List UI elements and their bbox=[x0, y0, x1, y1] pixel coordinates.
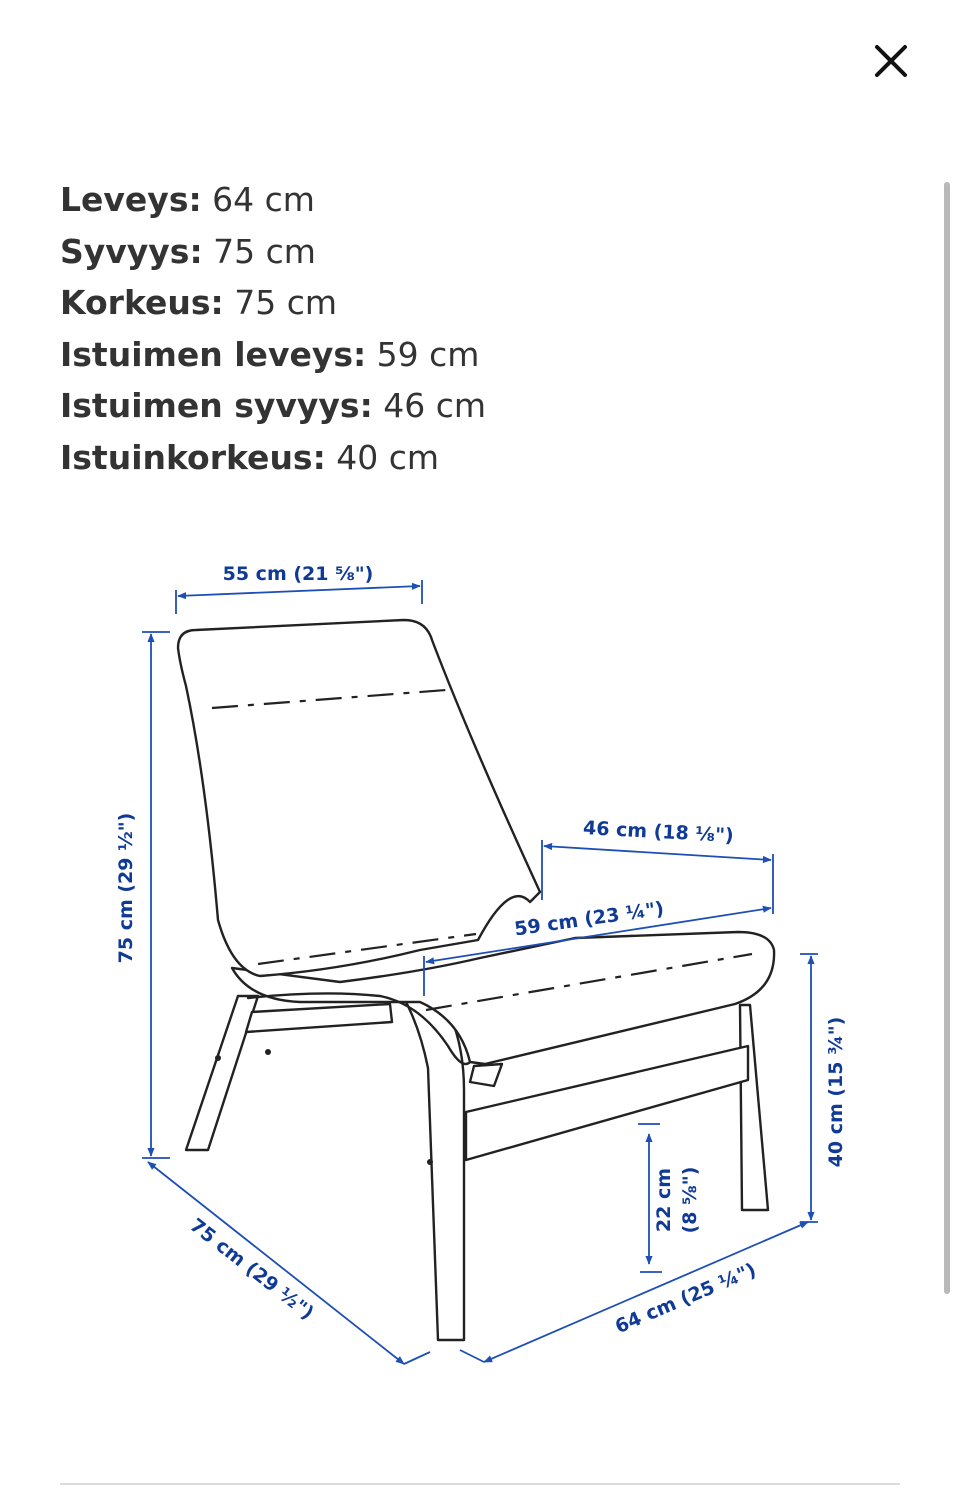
dimension-label-seat-width: 59 cm (23 ¼") bbox=[513, 897, 666, 941]
spec-value: 64 cm bbox=[201, 180, 315, 219]
spec-value: 40 cm bbox=[325, 437, 440, 477]
dimension-label-seat-depth: 46 cm (18 ⅛") bbox=[582, 817, 735, 847]
spec-label: Istuimen syvyys: bbox=[60, 386, 373, 426]
spec-value: 75 cm bbox=[223, 283, 337, 323]
spec-label: Leveys: bbox=[60, 180, 202, 219]
dimension-label-total-height: 75 cm (29 ½") bbox=[115, 812, 137, 964]
spec-value: 46 cm bbox=[372, 386, 487, 426]
spec-value: 75 cm bbox=[202, 231, 316, 271]
dimension-label-backrest-width: 55 cm (21 ⅝") bbox=[222, 563, 374, 585]
chair-front-left-leg bbox=[404, 998, 464, 1340]
chair-backrest bbox=[178, 620, 540, 976]
chair-front-stretcher bbox=[466, 1046, 748, 1160]
spec-label: Istuinkorkeus: bbox=[60, 437, 326, 477]
chair-rear-right-leg bbox=[740, 1005, 768, 1210]
chair-seat-block bbox=[470, 1064, 502, 1086]
chair-rear-left-leg bbox=[186, 996, 258, 1150]
spec-label: Istuimen leveys: bbox=[60, 334, 367, 374]
dimension-label-stretcher-height-cm: 22 cm bbox=[653, 1167, 675, 1233]
spec-label: Korkeus: bbox=[60, 283, 224, 323]
dimension-label-stretcher-height-in: (8 ⅝") bbox=[679, 1166, 701, 1234]
chair-rear-stretcher bbox=[246, 1004, 392, 1032]
dimension-label-total-width: 64 cm (25 ¼") bbox=[611, 1258, 760, 1339]
spec-label: Syvyys: bbox=[60, 231, 203, 271]
spec-value: 59 cm bbox=[366, 334, 480, 374]
dimension-label-seat-height: 40 cm (15 ¾") bbox=[825, 1016, 847, 1168]
dimension-label-total-depth: 75 cm (29 ½") bbox=[185, 1214, 318, 1325]
divider bbox=[60, 1483, 900, 1485]
